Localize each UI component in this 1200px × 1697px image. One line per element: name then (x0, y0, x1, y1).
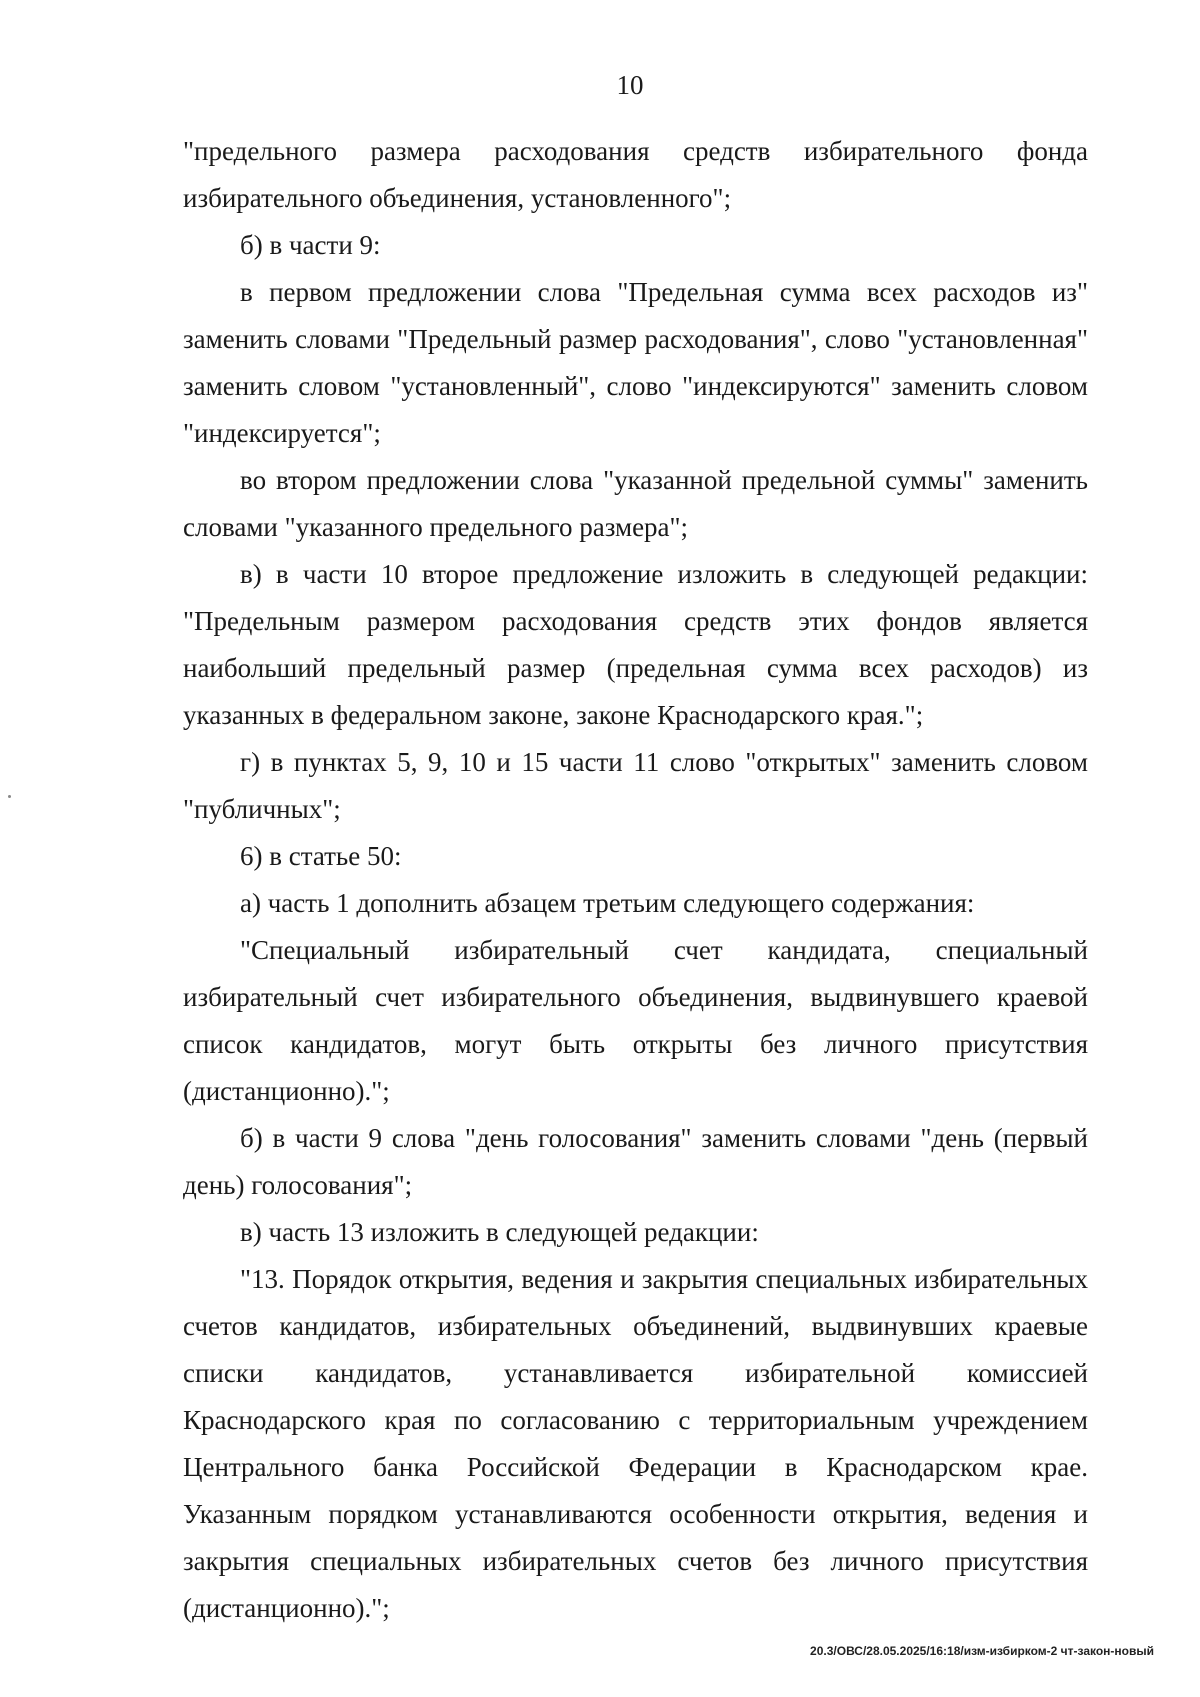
paragraph-special-account-quote: "Специальный избирательный счет кандидата, специальный избирательный счет избирательного объединения, выдвинувшего краевой список кандидатов, могут быть открыты без личного присутствия (дистанционно)."; (183, 935, 1088, 1106)
document-body (183, 128, 1088, 1632)
scan-artifact-dot (8, 795, 11, 798)
paragraph-part-13-text: "13. Порядок открытия, ведения и закрытия специальных избирательных счетов кандидатов, избирательных объединений, выдвинувших краевые списки кандидатов, устанавливается избирательной комиссией Краснодарского края по согласованию с территориальным учреждением Центрального банка Российской Федерации в Краснодарском крае. Указанным порядком устанавливаются особенности открытия, ведения и закрытия специальных избирательных счетов без личного присутствия (дистанционно)."; (183, 1264, 1088, 1623)
paragraph-second-sentence-change: во втором предложении слова "указанной предельной суммы" заменить словами "указанного предельного размера"; (183, 465, 1088, 542)
paragraph-part-13: в) часть 13 изложить в следующей редакции: (240, 1217, 759, 1247)
paragraph-part-11: г) в пунктах 5, 9, 10 и 15 части 11 слово "открытых" заменить словом "публичных"; (183, 747, 1088, 824)
paragraph-article-50: 6) в статье 50: (240, 841, 402, 871)
document-footer-code: 20.3/ОВС/28.05.2025/16:18/изм-избирком-2 чт-закон-новый (810, 1644, 1154, 1658)
paragraph-part-9: б) в части 9: (240, 230, 381, 260)
paragraph-first-sentence-change: в первом предложении слова "Предельная сумма всех расходов из" заменить словами "Предельный размер расходования", слово "установленная" заменить словом "установленный", слово "индексируются" заменить словом "индексируется"; (183, 277, 1088, 448)
paragraph-continuation: "предельного размера расходования средств избирательного фонда избирательного объединения, установленного"; (183, 136, 1088, 213)
paragraph-part-10: в) в части 10 второе предложение изложить в следующей редакции: "Предельным размером расходования средств этих фондов является наибольший предельный размер (предельная сумма всех расходов) из указанных в федеральном законе, законе Краснодарского края."; (183, 559, 1088, 730)
paragraph-part-1-addition: а) часть 1 дополнить абзацем третьим следующего содержания: (240, 888, 975, 918)
page-number: 10 (616, 70, 644, 100)
paragraph-part-9-voting-day: б) в части 9 слова "день голосования" заменить словами "день (первый день) голосования"; (183, 1123, 1088, 1200)
